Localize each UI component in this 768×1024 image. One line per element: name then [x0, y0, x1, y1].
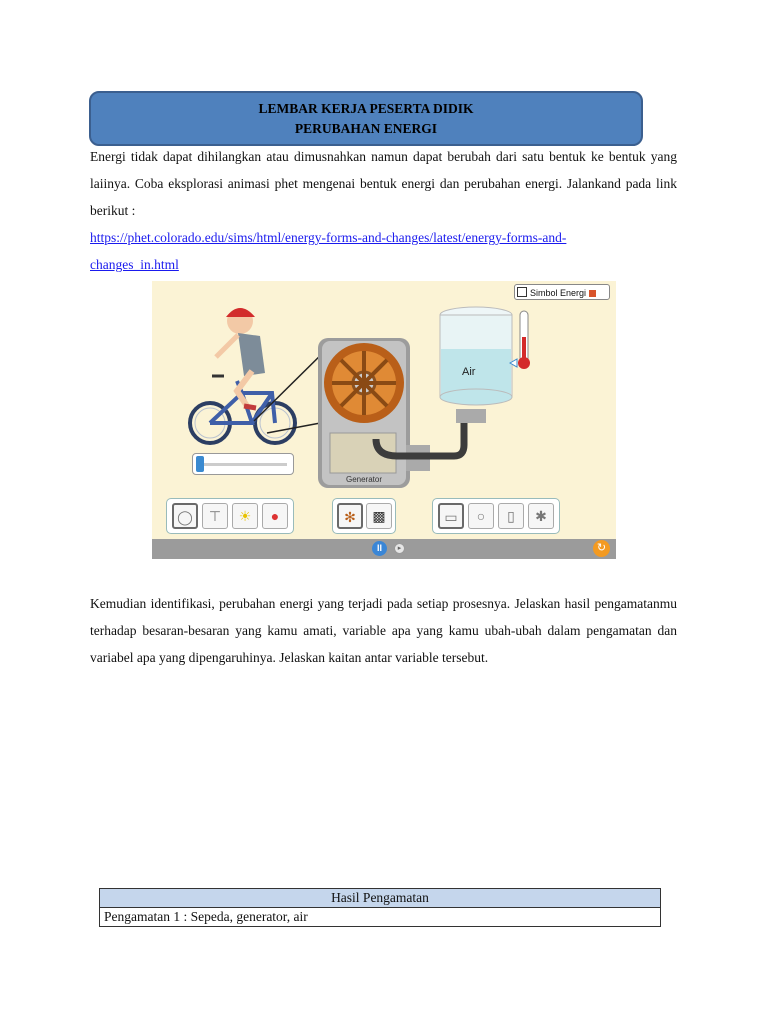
fluorescent-bulb-icon: ▯ — [507, 508, 515, 524]
step-forward-button[interactable]: ▸ — [394, 543, 405, 554]
bicycle-icon: ◯ — [177, 509, 193, 525]
incandescent-bulb-user-button[interactable] — [468, 503, 494, 529]
intro-paragraph: Energi tidak dapat dihilangkan atau dimusnahkan namun dapat berubah dari satu bentuk ke bentuk yang laiinya. Coba eksplorasi animasi phet mengenai bentuk energi dan perubahan energi. Jalankand pada link berikut : — [90, 149, 677, 218]
generator-converter-button[interactable] — [337, 503, 363, 529]
water-beaker-illustration — [440, 307, 512, 405]
solar-panel-converter-button[interactable] — [366, 503, 392, 529]
energy-symbols-checkbox[interactable] — [514, 284, 610, 300]
solar-panel-icon: ▩ — [372, 508, 386, 524]
energy-source-selector — [166, 498, 294, 534]
fan-user-button[interactable] — [528, 503, 554, 529]
phet-link[interactable] — [90, 224, 677, 278]
checkbox-icon[interactable] — [517, 287, 527, 297]
generator-label: Generator — [345, 475, 383, 484]
pedal-speed-slider[interactable] — [192, 453, 294, 475]
generator-illustration — [318, 338, 430, 488]
thermometer-icon — [510, 311, 530, 369]
energy-converter-selector — [332, 498, 396, 534]
fluorescent-bulb-user-button[interactable] — [498, 503, 524, 529]
worksheet-subtitle: PERUBAHAN ENERGI — [294, 121, 438, 136]
energy-user-selector — [432, 498, 560, 534]
reset-button[interactable]: ↻ — [593, 540, 610, 557]
worksheet-title-box — [89, 91, 643, 146]
pause-button[interactable]: II — [372, 541, 387, 556]
slider-knob[interactable] — [196, 456, 204, 472]
phet-link-line2[interactable]: changes_in.html — [90, 257, 179, 272]
water-beaker-icon: ▭ — [444, 509, 458, 525]
bicycle-with-rider-illustration — [190, 308, 295, 443]
teapot-icon: ● — [270, 508, 280, 524]
bicycle-source-button[interactable] — [172, 503, 198, 529]
faucet-icon: ⊤ — [208, 508, 222, 524]
energy-symbols-label: Simbol Energi — [530, 288, 587, 298]
observation-results-table — [99, 888, 661, 927]
fan-icon: ✱ — [535, 508, 547, 524]
table-row — [100, 908, 661, 927]
phet-link-line1[interactable]: https://phet.colorado.edu/sims/html/energy-forms-and-changes/latest/energy-forms-and- — [90, 230, 567, 245]
slider-track — [199, 463, 287, 466]
incandescent-bulb-icon: ○ — [476, 508, 486, 524]
instructions-paragraph: Kemudian identifikasi, perubahan energi yang terjadi pada setiap prosesnya. Jelaskan hasil pengamatanmu terhadap besaran-besaran yang kamu amati, variable apa yang kamu ubah-ubah dalam pengamatan dan variabel apa yang dipengaruhinya. Jelaskan kaitan antar variable tersebut. — [90, 596, 677, 665]
energy-chunk-icon — [589, 290, 596, 297]
sun-icon: ☀ — [238, 508, 252, 524]
table-header: Hasil Pengamatan — [100, 889, 661, 908]
teapot-source-button[interactable] — [262, 503, 288, 529]
faucet-source-button[interactable] — [202, 503, 228, 529]
water-label: Air — [462, 366, 476, 378]
beaker-user-button[interactable] — [438, 503, 464, 529]
sun-source-button[interactable] — [232, 503, 258, 529]
phet-simulation-panel — [152, 281, 616, 559]
generator-icon: ✻ — [344, 509, 356, 525]
table-cell: Pengamatan 1 : Sepeda, generator, air — [100, 908, 661, 927]
worksheet-title: LEMBAR KERJA PESERTA DIDIK — [258, 101, 474, 116]
